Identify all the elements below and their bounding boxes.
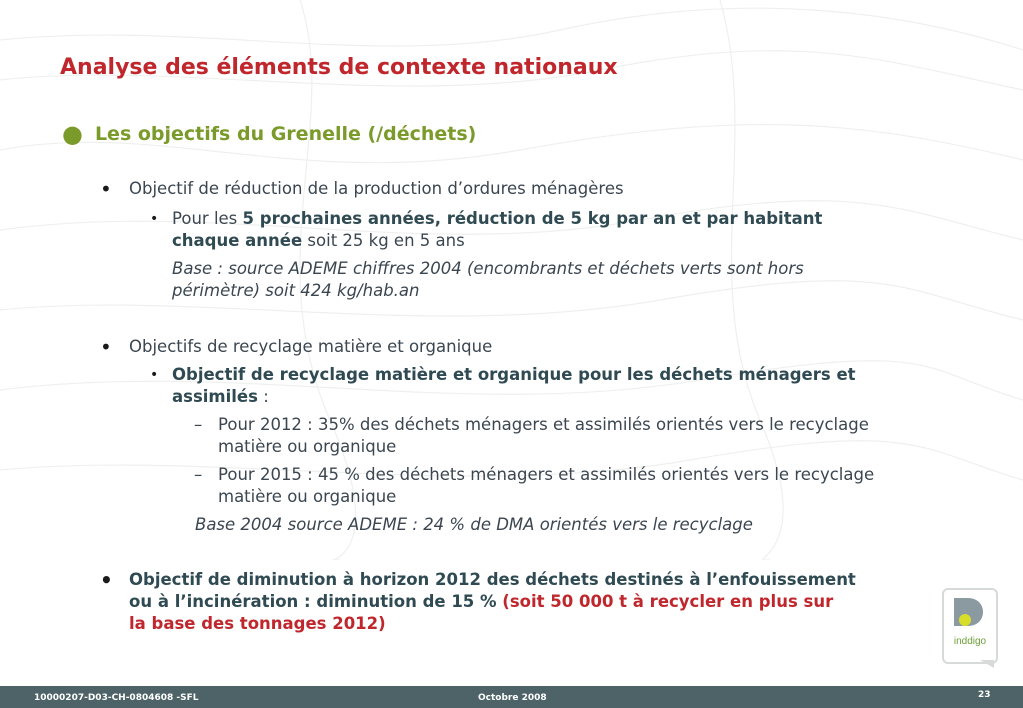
source-note-line2: périmètre) soit 424 kg/hab.an — [172, 281, 420, 300]
dash-item — [194, 414, 869, 458]
highlight-line3-red: la base des tonnages 2012) — [129, 614, 386, 633]
sub-item-bold-line1: Objectif de recyclage matière et organique pour les déchets ménagers et — [172, 365, 856, 384]
dash-item-line1: Pour 2015 : 45 % des déchets ménagers et assimilés orientés vers le recyclage — [218, 465, 875, 484]
source-note — [172, 258, 804, 302]
list-item-highlight — [100, 568, 959, 635]
bullet-icon: ● — [62, 120, 83, 148]
bullet-icon: • — [150, 211, 159, 227]
sub-item-suffix: soit 25 kg en 5 ans — [302, 231, 465, 250]
dash-item-line2: matière ou organique — [218, 487, 397, 506]
highlight-line2: ou à l’incinération : diminution de 15 % — [129, 592, 503, 611]
dash-item-line2: matière ou organique — [218, 437, 397, 456]
dash-item — [194, 464, 875, 508]
bullet-icon: • — [100, 177, 112, 201]
page-number: 23 — [978, 690, 991, 700]
footer-date: Octobre 2008 — [478, 693, 547, 703]
page-title: Analyse des éléments de contexte nationaux — [60, 55, 618, 80]
dash-marker: – — [194, 465, 203, 484]
source-note: Base 2004 source ADEME : 24 % de DMA orientés vers le recyclage — [195, 515, 753, 534]
item-label: Objectifs de recyclage matière et organique — [129, 337, 493, 356]
dash-marker: – — [194, 415, 203, 434]
logo-mark-icon — [944, 590, 996, 636]
sub-item-prefix: Pour les — [172, 209, 243, 228]
logo-tail-icon — [980, 660, 994, 668]
sub-item — [150, 364, 962, 408]
sub-item — [150, 208, 932, 252]
source-note-line1: Base : source ADEME chiffres 2004 (encombrants et déchets verts sont hors — [172, 259, 804, 278]
footer-bar — [0, 686, 1023, 708]
sub-item-bold-line2: assimilés — [172, 387, 258, 406]
company-logo — [942, 588, 998, 664]
highlight-line2-red: (soit 50 000 t à recycler en plus sur — [502, 592, 834, 611]
item-label: Objectif de réduction de la production d’ordures ménagères — [129, 179, 624, 198]
section-heading — [62, 120, 476, 148]
bullet-icon: • — [100, 335, 112, 359]
dash-item-line1: Pour 2012 : 35% des déchets ménagers et assimilés orientés vers le recyclage — [218, 415, 869, 434]
sub-item-suffix: : — [257, 387, 269, 406]
bullet-icon: • — [150, 367, 159, 383]
bullet-icon: • — [100, 568, 113, 592]
document-reference: 10000207-D03-CH-0804608 -SFL — [34, 693, 199, 703]
sub-item-bold: 5 prochaines années, réduction de 5 kg par an et par habitant — [242, 209, 823, 228]
logo-text: inddigo — [953, 636, 987, 647]
sub-item-bold2: chaque année — [172, 231, 303, 250]
section-label: Les objectifs du Grenelle (/déchets) — [94, 123, 477, 145]
highlight-line1: Objectif de diminution à horizon 2012 des déchets destinés à l’enfouissement — [129, 570, 856, 589]
